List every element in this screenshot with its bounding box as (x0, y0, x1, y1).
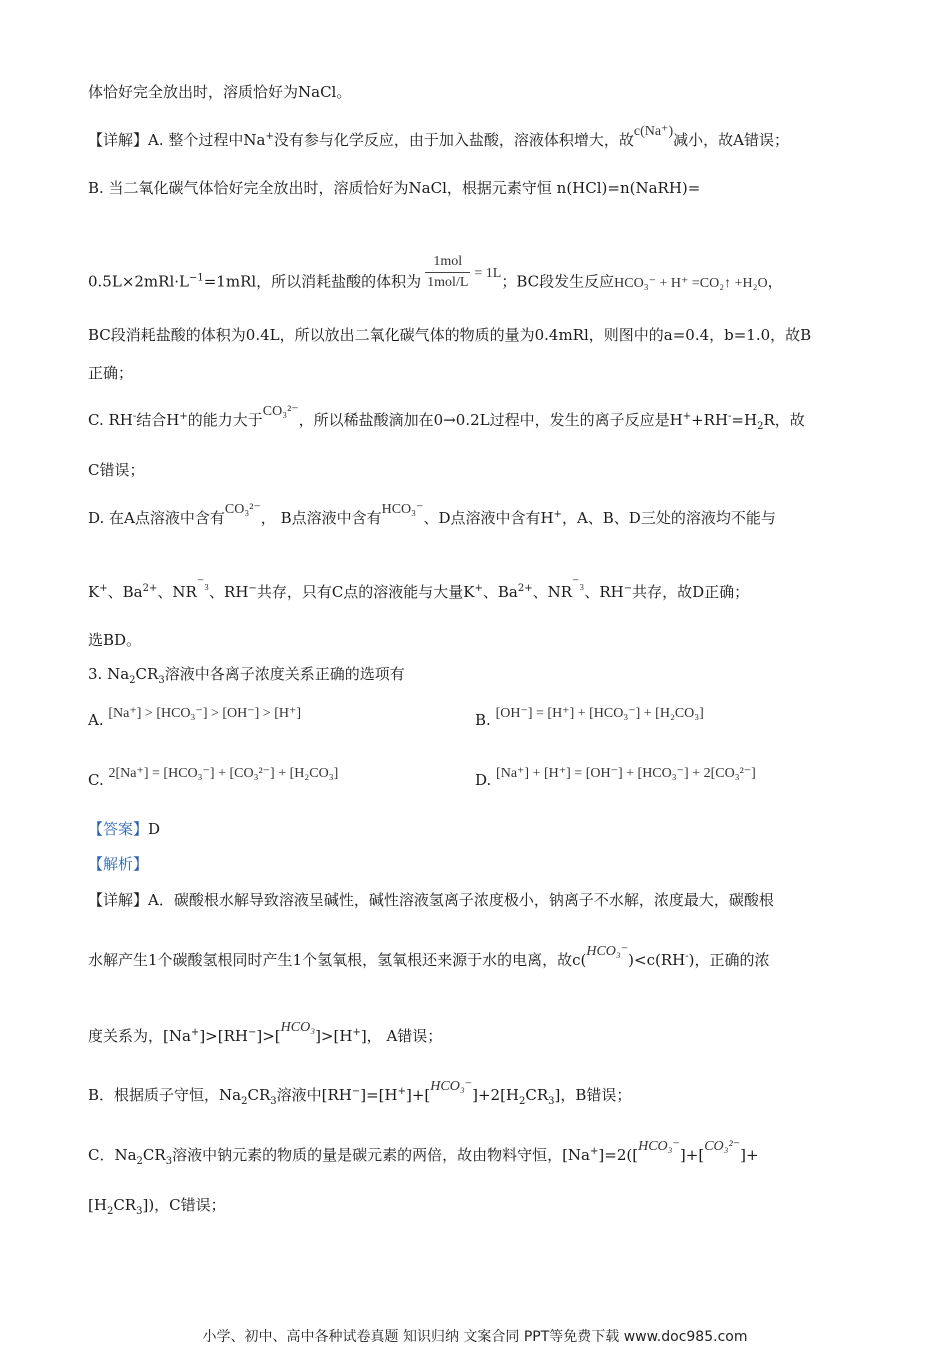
analysis-line (88, 854, 148, 874)
detail-tag: 【详解】 (88, 891, 149, 909)
superscript: − (351, 1086, 361, 1097)
subscript: 3 (158, 675, 165, 686)
line-text: 结合H (136, 411, 180, 429)
formula: HCO₃⁻ (586, 944, 629, 959)
superscript: − (247, 1027, 257, 1038)
line-text: CR (142, 1146, 166, 1164)
subscript: 2 (757, 421, 764, 432)
text-line (88, 82, 351, 102)
text-line (88, 404, 805, 432)
option-label: D. (475, 771, 492, 789)
subscript: 2 (519, 1096, 526, 1107)
superscript: - (132, 411, 137, 422)
line-text: 减小，故A错误； (673, 131, 789, 149)
line-text: 、Ba (107, 583, 143, 601)
text-line (88, 576, 750, 604)
line-text: R，故 (763, 411, 805, 429)
text-line (88, 1079, 632, 1107)
superscript: − (623, 583, 633, 594)
line-text: ，所以稀盐酸滴加在0→0.2L过程中，发生的离子反应是H (298, 411, 683, 429)
line-text: B．根据质子守恒，Na (88, 1086, 242, 1104)
superscript: + (397, 1086, 406, 1097)
line-text: 溶液中[RH (276, 1086, 352, 1104)
superscript: + (190, 1027, 200, 1038)
line-text: )<c(RH (628, 951, 686, 969)
option-formula: [OH⁻] = [H⁺] + [HCO₃⁻] + [H₂CO₃] (495, 706, 704, 721)
line-text: ， (767, 272, 783, 291)
line-text: ；BC段发生反应 (501, 272, 615, 291)
line-text: A. 整个过程中Na (148, 131, 266, 149)
subscript: 3 (165, 1156, 173, 1167)
text-line (88, 325, 811, 345)
line-text: ]=2([ (598, 1146, 639, 1164)
text-line (88, 178, 700, 198)
fraction-denominator: 1mol/L (427, 275, 469, 290)
superscript: - (728, 411, 732, 422)
text-line (88, 1139, 759, 1167)
line-text: ， B点溶液中含有 (260, 509, 382, 527)
line-text: ]>[RH (199, 1027, 248, 1045)
line-text: CR (113, 1196, 137, 1214)
line-text: 、NR (532, 583, 573, 601)
formula: CO₃²⁻ (224, 502, 261, 517)
superscript: + (352, 1027, 361, 1038)
question-stem (88, 664, 405, 684)
text-line (88, 254, 783, 303)
formula: HCO₃ (280, 1020, 316, 1035)
subscript: 3 (548, 1096, 555, 1107)
text-line (88, 460, 144, 480)
superscript: 2+ (517, 583, 533, 594)
line-text: 0.5L×2mRl·L (88, 272, 189, 291)
option-d (475, 763, 756, 789)
line-text: C错误； (88, 461, 145, 479)
superscript: + (553, 509, 562, 520)
line-text: 、D点溶液中含有H (423, 509, 554, 527)
option-label: C. (88, 771, 104, 789)
superscript: + (179, 411, 188, 422)
line-text: ]+ (740, 1146, 759, 1164)
line-text: 溶液中各离子浓度关系正确的选项有 (164, 665, 405, 683)
superscript: − (248, 583, 257, 594)
line-text: 选BD。 (88, 631, 142, 649)
answer-value: D (148, 820, 161, 838)
line-text: 正确； (88, 364, 134, 382)
option-label: B. (475, 711, 491, 729)
option-c (88, 763, 339, 789)
line-text: BC段消耗盐酸的体积为0.4L，所以放出二氧化碳气体的物质的量为0.4mRl，则图中的a=0.4，b=1.0，故B (88, 326, 812, 344)
line-text: 的能力大于 (187, 411, 263, 429)
line-text: B. 当二氧化碳气体恰好完全放出时，溶质恰好为NaCl，根据元素守恒 n(HCl)=n(NaRH)= (88, 179, 701, 197)
line-text: +RH (691, 411, 729, 429)
formula: HCO₃⁻ (638, 1139, 680, 1154)
line-text: ])，C错误； (142, 1196, 226, 1214)
detail-tag: 【详解】 (88, 131, 149, 149)
line-text: ]>[H (315, 1027, 353, 1045)
formula: = 1L (474, 265, 502, 281)
line-text: ]， A错误； (360, 1027, 443, 1045)
line-text: ，A、B、D三处的溶液均不能与 (561, 509, 776, 527)
line-text: 、RH (584, 583, 624, 601)
line-text: ]+2[H (472, 1086, 520, 1104)
formula: HCO₃⁻ (381, 502, 424, 517)
text-line (88, 890, 774, 910)
option-a (88, 703, 302, 729)
line-text: 共存，只有C点的溶液能与大量K (256, 583, 475, 601)
subscript: 3 (136, 1206, 143, 1217)
superscript: + (474, 583, 483, 594)
line-text: =H (731, 411, 758, 429)
line-text: 、RH (209, 583, 249, 601)
line-text: 水解产生1个碳酸氢根同时产生1个氢氧根，氢氧根还来源于水的电离，故c( (88, 951, 587, 969)
superscript: + (590, 1146, 599, 1157)
formula: ⁻₃ (196, 576, 210, 591)
line-text: C. RH (88, 411, 133, 429)
line-text: CR (247, 1086, 271, 1104)
superscript: - (685, 951, 689, 962)
text-line (88, 1195, 226, 1215)
line-text: A．碳酸根水解导致溶液呈碱性，碱性溶液氢离子浓度极小，钠离子不水解，浓度最大，碳酸根 (148, 891, 774, 909)
superscript: + (265, 131, 274, 142)
text-line (88, 363, 133, 383)
line-text: ]+[ (406, 1086, 431, 1104)
line-text: 没有参与化学反应，由于加入盐酸，溶液体积增大，故 (273, 131, 634, 149)
text-line (88, 502, 776, 530)
line-text: 、Ba (482, 583, 518, 601)
line-text: 3. Na (88, 665, 130, 683)
line-text: 、NR (157, 583, 197, 601)
line-text: ]+[ (679, 1146, 705, 1164)
subscript: 2 (241, 1096, 248, 1107)
option-formula: [Na⁺] > [HCO₃⁻] > [OH⁻] > [H⁺] (108, 706, 302, 721)
answer-line (88, 819, 160, 839)
formula: CO₃²⁻ (262, 404, 299, 419)
line-text: CR (525, 1086, 549, 1104)
line-text: 共存，故D正确； (632, 583, 750, 601)
page-footer: 小学、初中、高中各种试卷真题 知识归纳 文案合同 PPT等免费下载 www.doc985.com (202, 1329, 748, 1345)
formula: c(Na⁺) (633, 124, 674, 139)
line-text: [H (88, 1196, 107, 1214)
subscript: 3 (270, 1096, 277, 1107)
fraction-numerator: 1mol (425, 252, 470, 273)
fraction (425, 252, 470, 293)
line-text: =1mRl，所以消耗盐酸的体积为 (203, 272, 422, 291)
line-text: K (88, 583, 100, 601)
line-text: 体恰好完全放出时，溶质恰好为NaCl。 (88, 83, 352, 101)
answer-tag: 【答案】 (88, 820, 149, 838)
text-line (88, 124, 789, 152)
line-text: ]，B错误； (554, 1086, 632, 1104)
line-text: ]>[ (256, 1027, 281, 1045)
formula: CO₃²⁻ (704, 1139, 741, 1154)
text-line (88, 1020, 443, 1048)
option-formula: 2[Na⁺] = [HCO₃⁻] + [CO₃²⁻] + [H₂CO₃] (108, 766, 339, 781)
subscript: 2 (106, 1206, 114, 1217)
reaction-formula: HCO₃⁻ + H⁺ =CO₂↑ +H₂O (614, 275, 768, 291)
analysis-tag: 【解析】 (88, 855, 149, 873)
line-text: D. 在A点溶液中含有 (88, 509, 225, 527)
subscript: 2 (136, 1156, 143, 1167)
line-text: C．Na (88, 1146, 137, 1164)
superscript: + (682, 411, 692, 422)
text-line (88, 944, 770, 972)
formula: HCO₃⁻ (430, 1079, 473, 1094)
option-b (475, 703, 704, 729)
line-text: ]=[H (360, 1086, 398, 1104)
superscript: 2+ (142, 583, 158, 594)
option-label: A. (88, 711, 104, 729)
superscript: + (99, 583, 108, 594)
option-formula: [Na⁺] + [H⁺] = [OH⁻] + [HCO₃⁻] + 2[CO₃²⁻] (496, 766, 756, 781)
superscript: −1 (188, 272, 204, 284)
line-text: CR (135, 665, 159, 683)
text-line (88, 630, 141, 650)
line-text: )，正确的浓 (688, 951, 770, 969)
line-text: 度关系为，[Na (88, 1027, 191, 1045)
line-text: 溶液中钠元素的物质的量是碳元素的两倍，故由物料守恒，[Na (172, 1146, 591, 1164)
formula: ⁻₃ (572, 576, 585, 591)
subscript: 2 (129, 675, 136, 686)
